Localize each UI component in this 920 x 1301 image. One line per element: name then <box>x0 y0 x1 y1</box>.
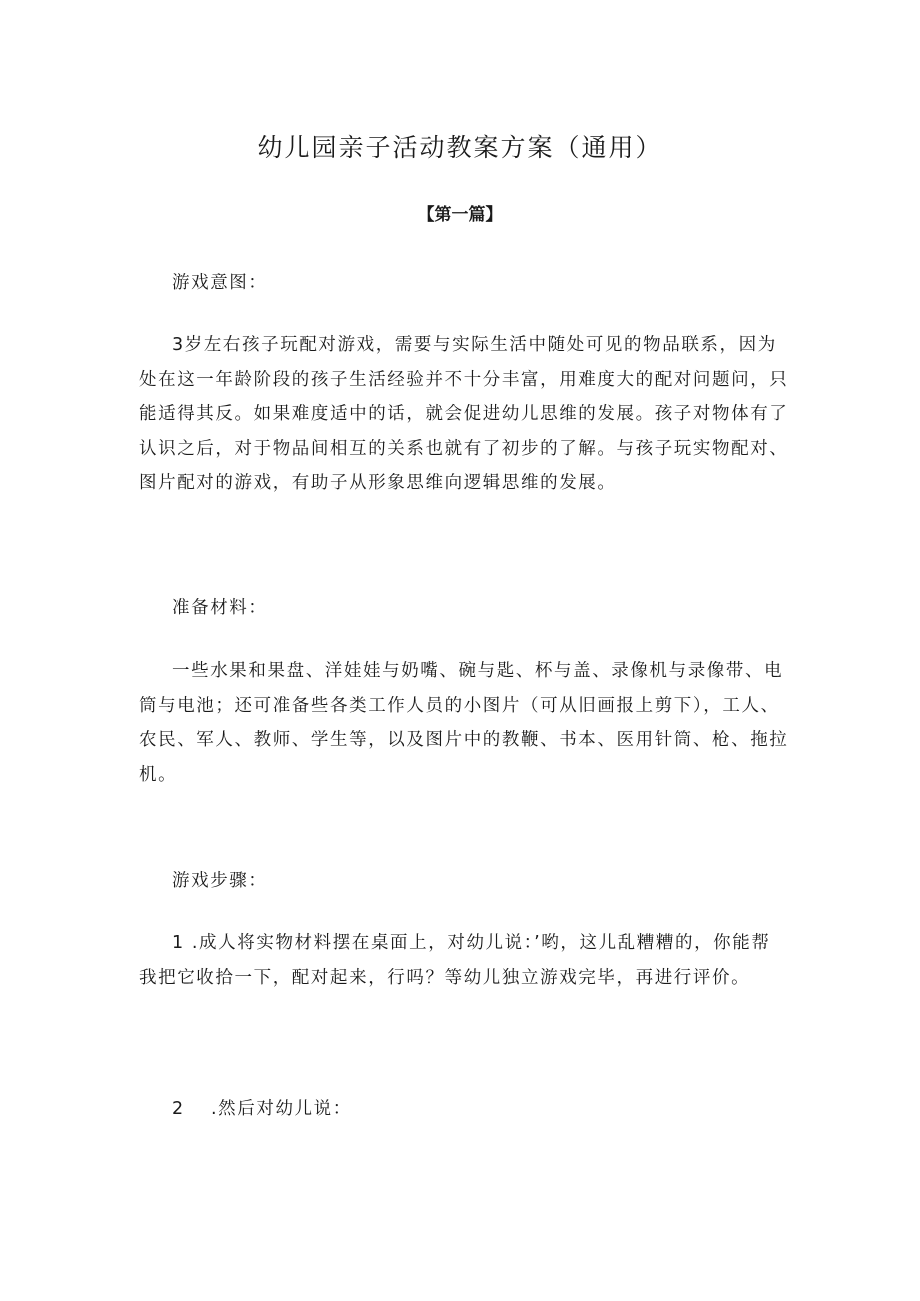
materials-paragraph: 一些水果和果盘、洋娃娃与奶嘴、碗与匙、杯与盖、录像机与录像带、电筒与电池；还可准备些各类工作人员的小图片（可从旧画报上剪下），工人、农民、军人、教师、学生等，以及图片中的教鞭、书本、医用针筒、枪、拖拉机。 <box>139 661 789 785</box>
intent-label: 游戏意图： <box>172 273 268 293</box>
materials-label: 准备材料： <box>172 598 268 618</box>
steps-label: 游戏步骤： <box>172 871 268 891</box>
section-heading: 【第一篇】 <box>417 205 503 225</box>
step-1-paragraph: 1 .成人将实物材料摆在桌面上，对幼儿说：’哟，这儿乱糟糟的，你能帮我把它收拾一下，配对起来，行吗？等幼儿独立游戏完毕，再进行评价。 <box>139 933 771 988</box>
document-title: 幼儿园亲子活动教案方案（通用） <box>257 133 663 162</box>
intent-paragraph: 3岁左右孩子玩配对游戏，需要与实际生活中随处可见的物品联系，因为处在这一年龄阶段的孩子生活经验并不十分丰富，用难度大的配对问题问，只能适得其反。如果难度适中的话，就会促进幼儿思维的发展。孩子对物体有了认识之后，对于物品间相互的关系也就有了初步的了解。与孩子玩实物配对、图片配对的游戏，有助子从形象思维向逻辑思维的发展。 <box>139 335 789 493</box>
step-2-paragraph: 2 .然后对幼儿说： <box>172 1099 352 1119</box>
